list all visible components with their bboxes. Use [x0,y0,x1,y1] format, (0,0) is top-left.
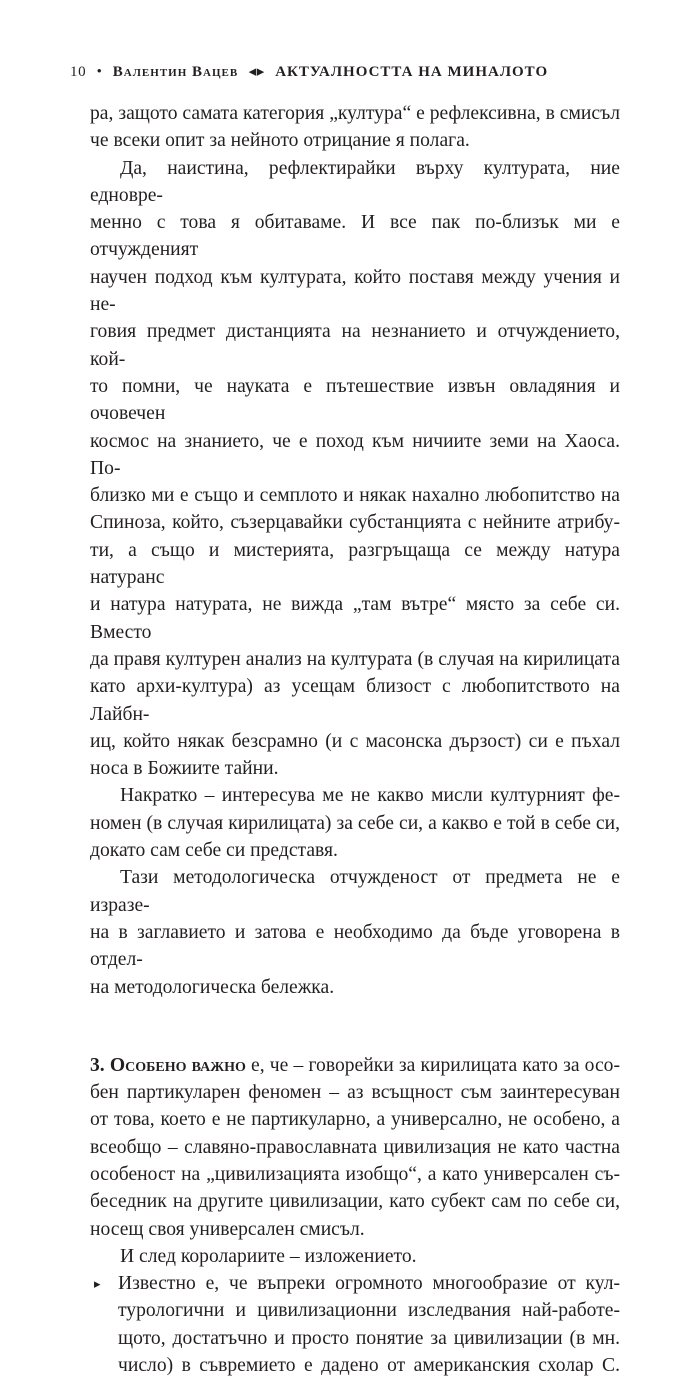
paragraph-line: научен подход към културата, който поставя между учения и не- [90,266,620,316]
paragraph-line: особеност на „цивилизацията изобщо“, а като универсален съ- [90,1163,620,1185]
paragraph-line: на методологическа бележка. [90,976,335,998]
paragraph-line: носещ своя универсален смисъл. [90,1218,365,1240]
paragraph-line: Спиноза, който, съзерцавайки субстанцията с нейните атрибу- [90,512,620,534]
body-text [90,100,620,1379]
section-lead-rest: е, че – говорейки за кирилицата като за осо- [245,1054,620,1076]
paragraph-line: Тази методологическа отчужденост от предмета не е изразе- [90,867,620,916]
paragraph-line: всеобщо – славяно-православната цивилизация не като частна [90,1136,620,1158]
header-author: Валентин Вацев [112,64,239,80]
running-header [70,62,630,81]
paragraph-line: на в заглавието и затова е необходимо да бъде уговорена в отдел- [90,921,620,971]
paragraph-line: щото, достатъчно и просто понятие за цивилизации (в мн. [118,1327,620,1349]
paragraph-line: Накратко – интересува ме не какво мисли културният фе- [120,785,620,807]
page-number: 10 [70,64,87,80]
paragraph-line: Да, наистина, рефлектирайки върху културата, ние едновре- [90,157,620,206]
paragraph-line: число) в съвремието е дадено от американския схолар С. [118,1355,620,1377]
paragraph-line: бен партикуларен феномен – аз всъщност съм заинтересуван [90,1082,620,1104]
paragraph-line: носа в Божиите тайни. [90,758,279,780]
paragraph-line: беседник на другите цивилизации, като субект сам по себе си, [90,1191,620,1213]
paragraph-line: докато сам себе си представя. [90,840,338,862]
paragraph-line: то помни, че науката е пътешествие извън овладяния и очовечен [90,375,620,425]
header-separator-icon: ◂▸ [248,64,265,80]
paragraph-line: като архи-култура) аз усещам близост с любопитството на Лайбн- [90,676,620,725]
paragraph-line: говия предмет дистанцията на незнанието и отчуждението, кой- [90,321,620,370]
paragraph-line: менно с това я обитаваме. И все пак по-близък ми е отчужденият [90,212,620,261]
paragraph-line: космос на знанието, че е поход към ничиите земи на Хаоса. По- [90,430,620,479]
header-book-title: АКТУАЛНОСТТА НА МИНАЛОТО [275,64,549,80]
paragraph-line: турологични и цивилизационни изследвания най-работе- [118,1300,620,1322]
paragraph-line: ра, защото самата категория „култура“ е рефлексивна, в смисъл [90,103,620,124]
paragraph-line: номен (в случая кирилицата) за себе си, а какво е той в себе си, [90,812,620,834]
triangle-bullet-icon: ▸ [94,1276,101,1292]
paragraph-line: ти, а също и мистерията, разгръщаща се между натура натуранс [90,539,620,589]
paragraph-line: и натура натурата, не вижда „там вътре“ място за себе си. Вместо [90,594,620,643]
section-gap [90,1001,620,1052]
paragraph-line: И след королариите – изложението. [120,1245,417,1267]
paragraph-line: че всеки опит за нейното отрицание я полага. [90,130,470,152]
paragraph-line: да правя културен анализ на културата (в случая на кирилицата [90,648,620,670]
paragraph-line: Известно е, че въпреки огромното многообразие от кул- [118,1273,620,1295]
header-dot: • [96,64,103,80]
paragraph-line: близко ми е също и семплото и някак нахално любопитство на [90,485,620,507]
paragraph-line: иц, който някак безсрамно (и с масонска дързост) си е пъхал [90,730,620,752]
section-number: 3. [90,1054,105,1076]
bullet-item [90,1270,620,1379]
section-lead-words: Особено важно [109,1054,246,1076]
paragraph-line: от това, което е не партикуларно, а универсално, не особено, а [90,1109,620,1131]
